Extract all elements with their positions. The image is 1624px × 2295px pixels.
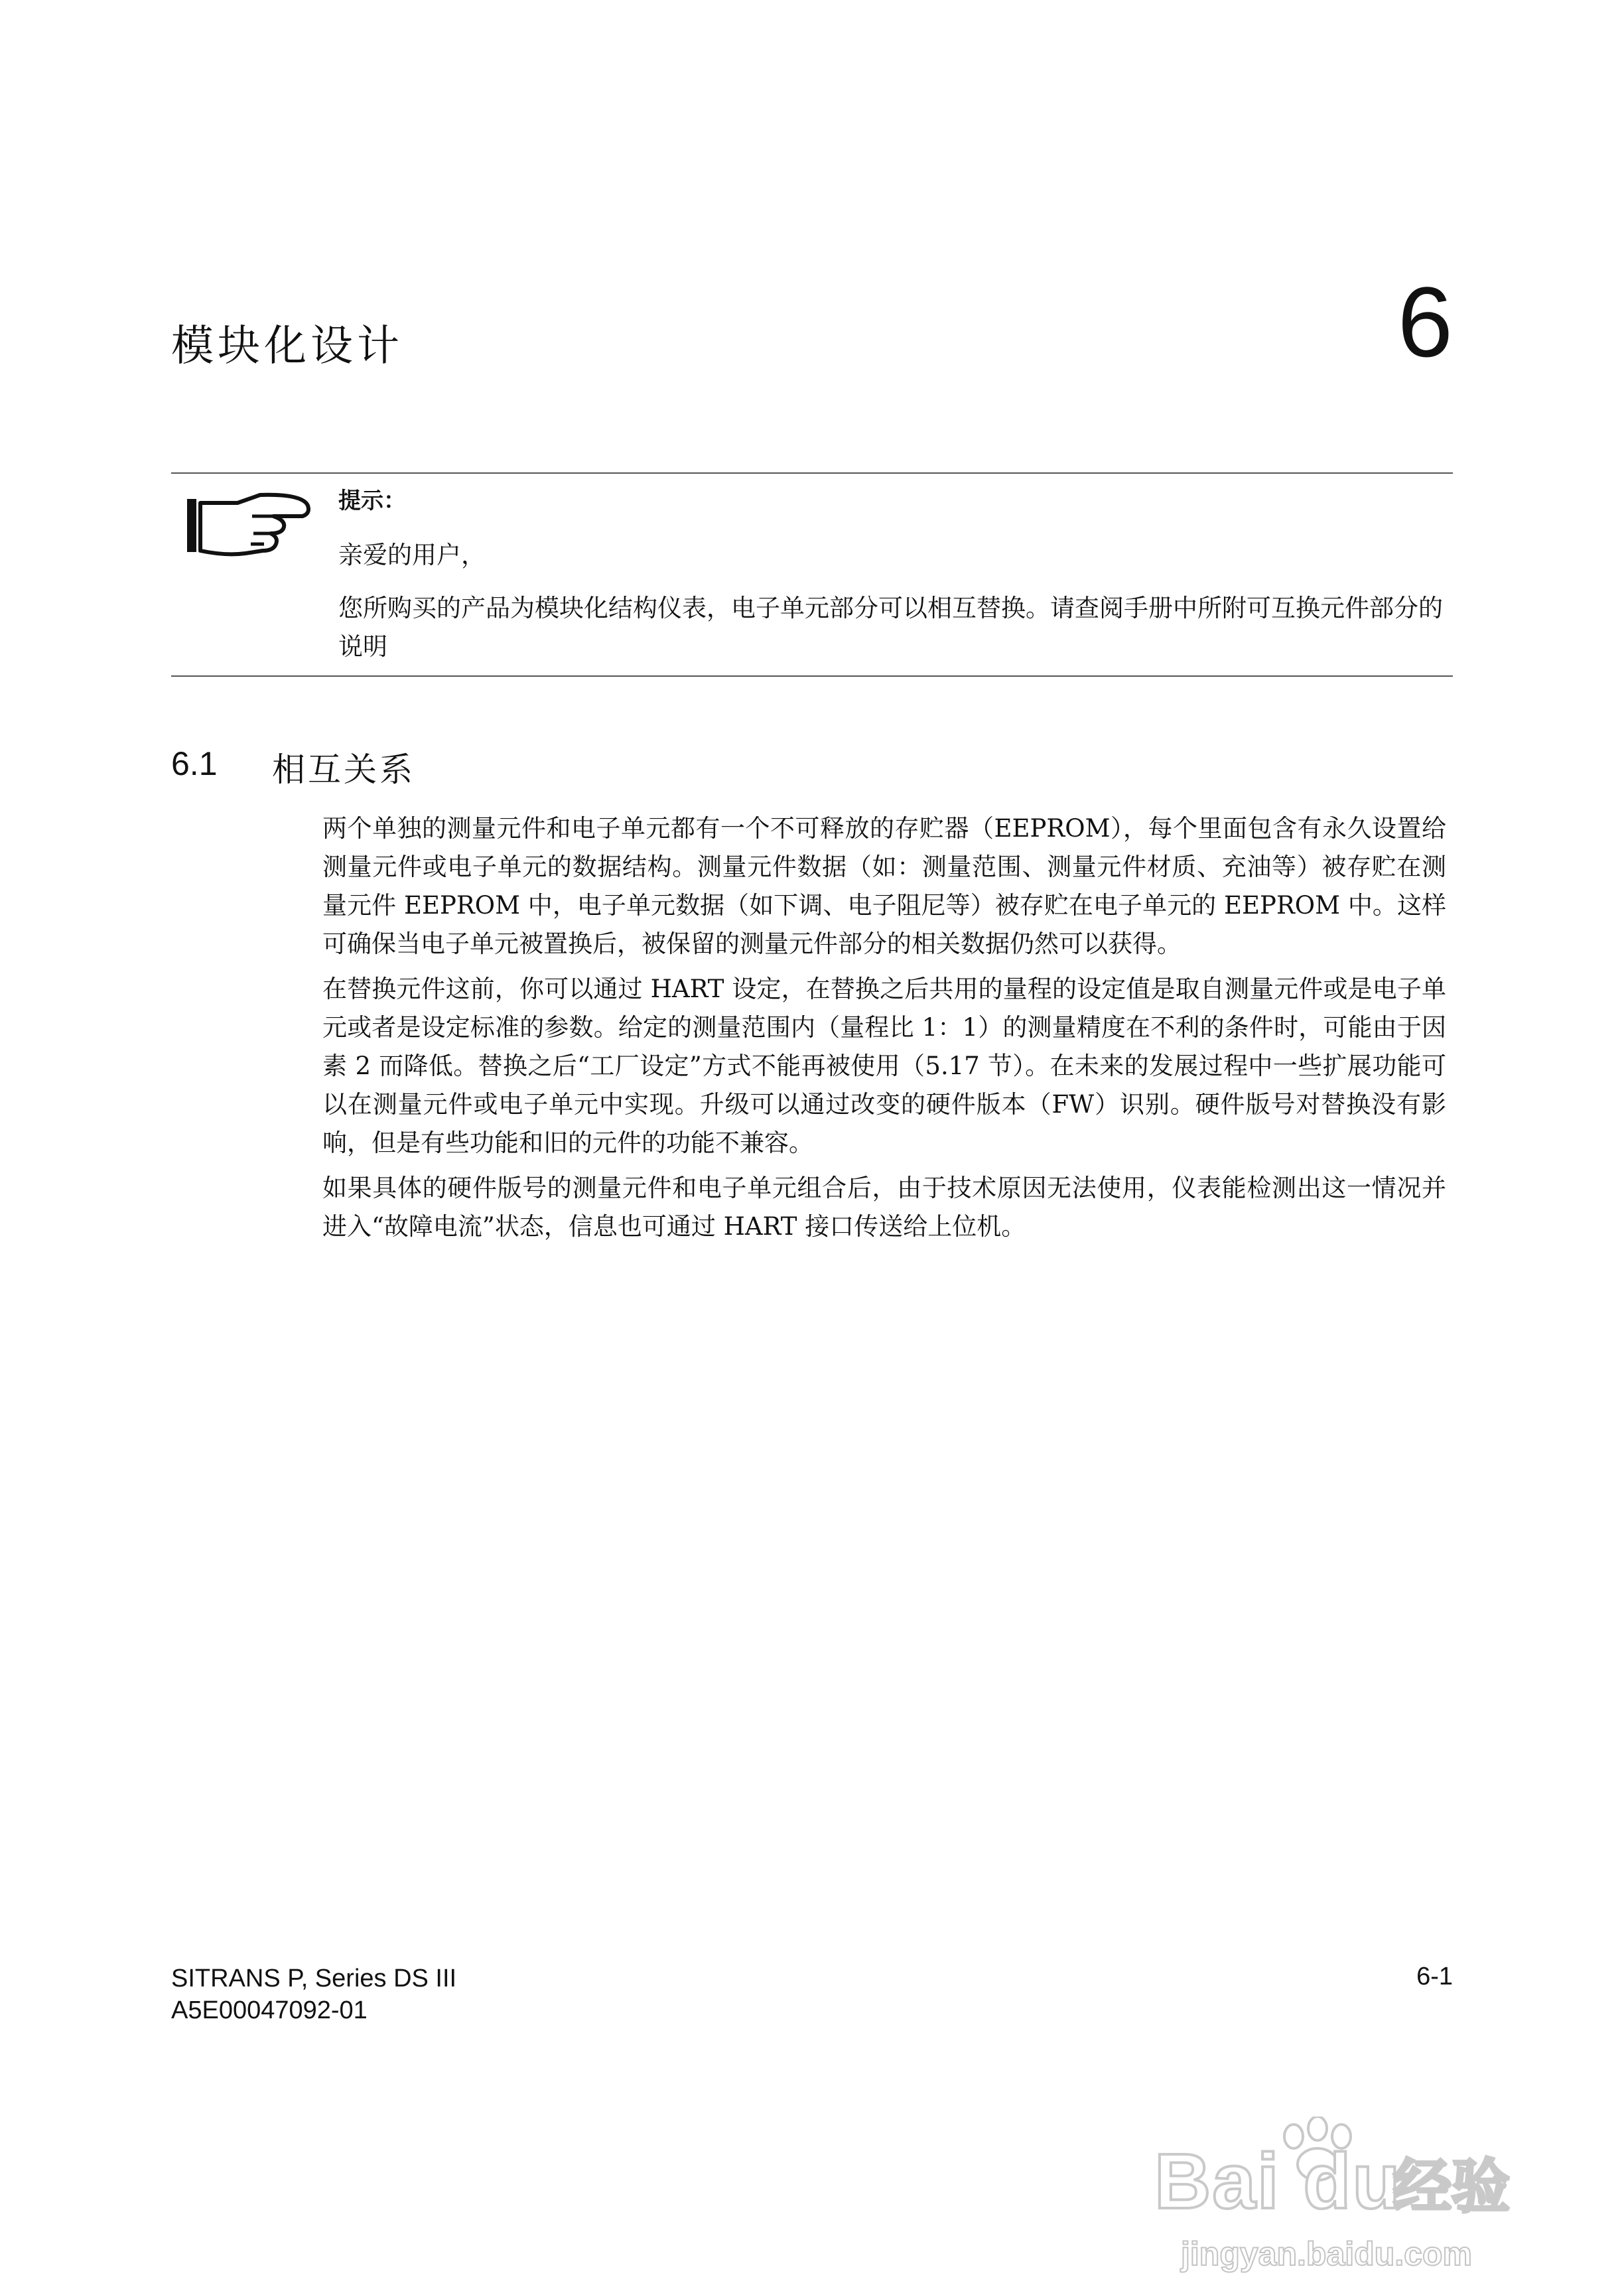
watermark-url: jingyan.baidu.com xyxy=(1181,2235,1472,2272)
section-title: 相互关系 xyxy=(272,750,415,789)
section-number: 6.1 xyxy=(171,745,218,782)
watermark-sub: 经验 xyxy=(1393,2152,1511,2221)
note-title: 提示： xyxy=(338,488,406,514)
footer-info xyxy=(171,1963,456,2026)
note-block xyxy=(338,482,1446,666)
body-paragraph: 如果具体的硬件版号的测量元件和电子单元组合后，由于技术原因无法使用，仪表能检测出这一情况并进入“故障电流”状态，信息也可通过 HART 接口传送给上位机。 xyxy=(322,1174,1446,1241)
watermark-brand: Bai du xyxy=(1154,2138,1402,2225)
body-paragraph: 两个单独的测量元件和电子单元都有一个不可释放的存贮器（EEPROM），每个里面包含有永久设置给测量元件或电子单元的数据结构。测量元件数据（如：测量范围、测量元件材质、充油等）被存贮在测量元件 EEPROM 中，电子单元数据（如下调、电子阻尼等）被存贮在电子单元的 EEPROM 中。这样可确保当电子单元被置换后，被保留的测量元件部分的相关数据仍然可以获得。 xyxy=(322,814,1446,958)
footer-product: SITRANS P, Series DS III xyxy=(171,1965,457,1992)
footer-doc-number: A5E00047092-01 xyxy=(171,1996,368,2024)
chapter-number: 6 xyxy=(1397,266,1453,378)
body-paragraph: 在替换元件这前，你可以通过 HART 设定，在替换之后共用的量程的设定值是取自测量元件或是电子单元或者是设定标准的参数。给定的测量范围内（量程比 1：1）的测量精度在不利的条件时，可能由于因素 2 而降低。替换之后“工厂设定”方式不能再被使用（5.17 节）。在未来的发展过程中一些扩展功能可以在测量元件或电子单元中实现。升级可以通过改变的硬件版本（FW）识别。硬件版号对替换没有影响，但是有些功能和旧的元件的功能不兼容。 xyxy=(322,975,1446,1157)
pointing-hand-icon xyxy=(186,490,312,563)
note-greeting: 亲爱的用户， xyxy=(338,541,486,569)
note-text: 您所购买的产品为模块化结构仪表，电子单元部分可以相互替换。请查阅手册中所附可互换元件部分的说明 xyxy=(338,594,1443,661)
page-number: 6-1 xyxy=(1416,1963,1453,1990)
chapter-title: 模块化设计 xyxy=(171,322,403,371)
note-top-rule xyxy=(171,472,1453,474)
note-bottom-rule xyxy=(171,675,1453,677)
baidu-watermark xyxy=(1154,2117,1526,2276)
section-body xyxy=(322,809,1446,1253)
